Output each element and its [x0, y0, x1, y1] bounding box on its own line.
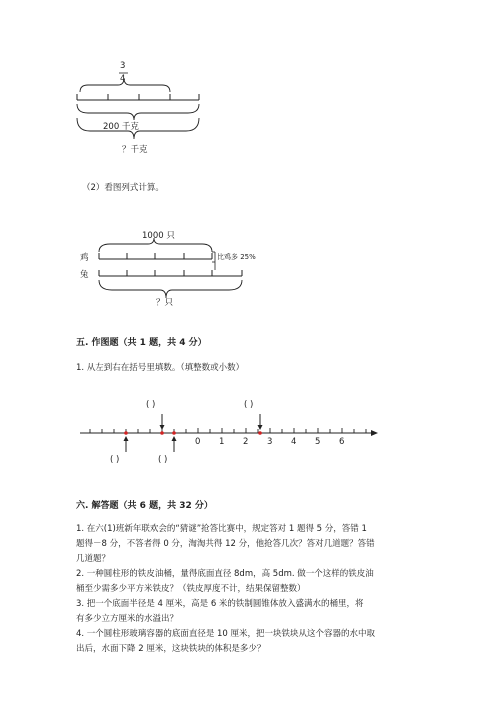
tick-label-6: 6: [339, 437, 345, 447]
chicken-total-label: 1000 只: [142, 231, 175, 241]
question-line: 题得－8 分，不答者得 0 分，淘淘共得 12 分，他抢答几次？答对几道题？答错: [76, 539, 375, 549]
question-line: 桶至少需多少平方米铁皮？（铁皮厚度不计，结果保留整数）: [76, 584, 306, 594]
total-weight-label: 200 千克: [103, 122, 139, 132]
question-line: 几道题？: [76, 554, 111, 564]
answer-blank-top-1: ( ): [146, 400, 156, 410]
question-line: 有多少立方厘米的水溢出？: [76, 614, 179, 624]
percent-more-label: 比鸡多 25%: [217, 253, 256, 261]
question-line: 2. 一种圆柱形的铁皮油桶，量得底面直径 8dm，高 5dm. 做一个这样的铁皮油: [76, 569, 374, 579]
section-5-title: 五. 作图题（共 1 题，共 4 分）: [76, 338, 207, 348]
question-line: 4. 一个圆柱形玻璃容器的底面直径是 10 厘米，把一块铁块从这个容器的水中取: [76, 629, 376, 639]
chicken-row-label: 鸡: [80, 253, 89, 263]
rabbit-unknown-label: ？只: [156, 298, 174, 308]
tick-label-2: 2: [243, 437, 249, 447]
unknown-weight-label: ？千克: [122, 145, 148, 155]
part-2-label: （2）看图列式计算。: [82, 183, 164, 193]
question-line: 3. 把一个底面半径是 4 厘米，高是 6 米的铁制圆锥体放入盛满水的桶里，将: [76, 599, 364, 609]
tick-label-4: 4: [291, 437, 297, 447]
question-line: 1. 在六(1)班新年联欢会的“猜谜”抢答比赛中，规定答对 1 题得 5 分，答错 1: [76, 524, 367, 534]
fraction-denominator: 4: [120, 74, 126, 84]
question-line: 出后，水面下降 2 厘米，这块铁块的体积是多少？: [76, 644, 266, 654]
tick-label-1: 1: [219, 437, 225, 447]
tick-label-5: 5: [315, 437, 321, 447]
answer-blank-bottom-1: ( ): [110, 455, 120, 465]
rabbit-row-label: 兔: [80, 270, 89, 280]
section-6-title: 六. 解答题（共 6 题，共 32 分）: [76, 501, 213, 511]
fraction-numerator: 3: [120, 61, 126, 71]
tick-label-3: 3: [267, 437, 273, 447]
section-6-questions: [76, 522, 375, 657]
answer-blank-bottom-2: ( ): [158, 455, 168, 465]
tick-label-0: 0: [195, 437, 201, 447]
answer-blank-top-2: ( ): [244, 400, 254, 410]
section-5-question-1: 1. 从左到右在括号里填数。（填整数或小数）: [76, 363, 245, 373]
